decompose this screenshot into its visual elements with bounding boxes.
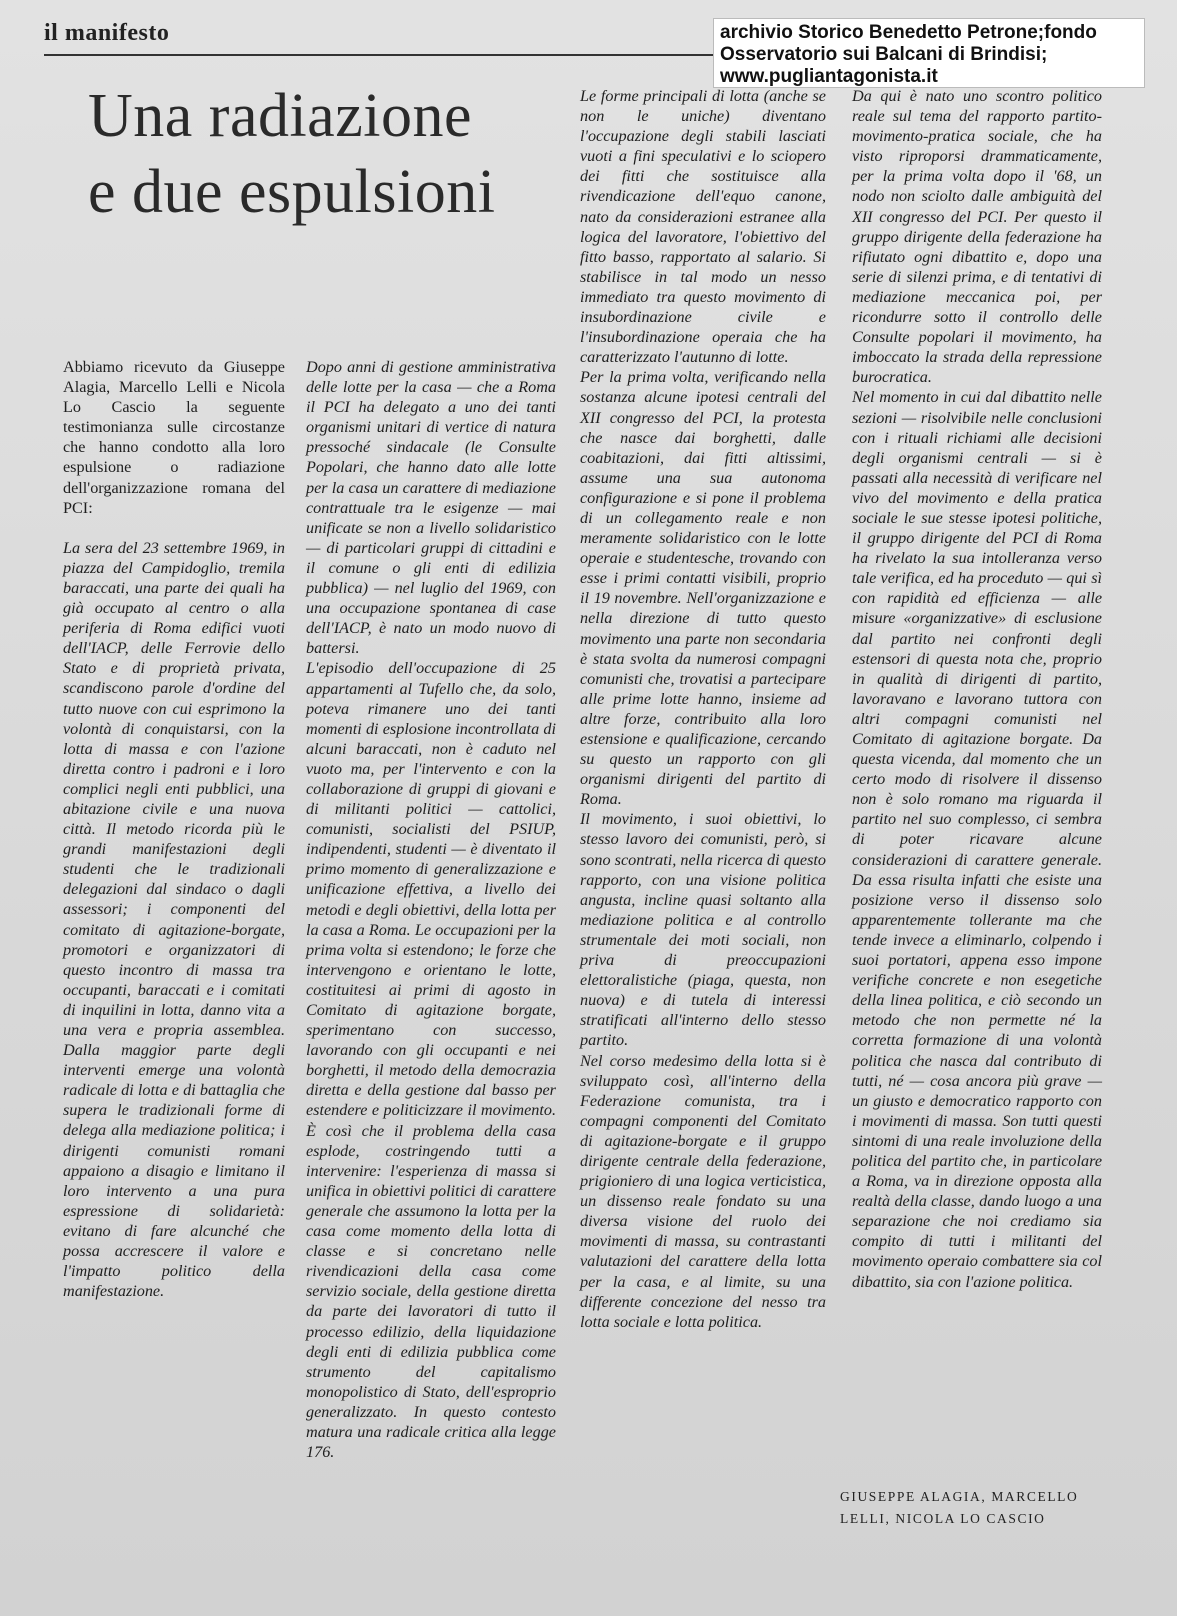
column-1: [63, 357, 285, 1301]
body-paragraph-6: Il movimento, i suoi obiettivi, lo stesso lavoro dei comunisti, però, si sono scontrati, nella ricerca di questo rapporto, con una visione politica angusta, incline quasi soltanto alla mediazione politica e al controllo strumentale dei moti sociali, non priva di preoccupazioni elettoralistiche (piaga, questa, non nuova) e di tutela di interessi stratificati all'interno dello stesso partito.: [580, 810, 826, 1050]
column-4: [852, 86, 1102, 1292]
signature: [840, 1486, 1090, 1530]
intro-paragraph: Abbiamo ricevuto da Giuseppe Alagia, Marcello Lelli e Nicola Lo Cascio la seguente testimonianza sulle circostanze che hanno condotto alla loro espulsione o radiazione dell'organizzazione romana del PCI:: [63, 358, 285, 517]
body-paragraph-5: Per la prima volta, verificando nella sostanza alcune ipotesi centrali del XII congresso del PCI, la protesta che nasce dai borghetti, dalle coabitazioni, dai fitti altissimi, assume una sua autonoma configurazione e si pone il problema di un collegamento reale e non meramente solidaristico con le lotte operaie e studentesche, trovando con esse i primi contatti visibili, proprio il 19 novembre. Nell'organizzazione e nella direzione di tutto questo movimento una parte non secondaria è stata svolta da numerosi compagni comunisti che, trovatisi a partecipare alle prime lotte hanno, insieme ad altre forze, contribuito alla loro estensione e qualificazione, cercando su questo un rapporto con gli organismi dirigenti del partito di Roma.: [580, 368, 826, 809]
signature-line-1: GIUSEPPE ALAGIA, MARCELLO: [840, 1489, 1079, 1504]
body-paragraph-1: La sera del 23 settembre 1969, in piazza del Campidoglio, tremila baraccati, una parte dei quali ha già occupato al centro o alla periferia di Roma edifici vuoti dell'IACP, delle Ferrovie dello Stato e di proprietà privata, scandiscono parole d'ordine del tutto nuove con cui esprimono la volontà di conquistarsi, con la lotta di massa e con l'azione diretta contro i padroni e i loro complici negli enti pubblici, una abitazione civile e una nuova città. Il metodo ricorda più le grandi manifestazioni degli studenti che le tradizionali delegazioni dal sindaco o dagli assessori; i componenti del comitato di agitazione-borgate, promotori e organizzatori di questo incontro di massa tra occupanti, baraccati e i comitati di inquilini in lotta, danno vita a una vera e propria assemblea. Dalla maggior parte degli interventi emerge una volontà radicale di lotta e di battaglia che supera le tradizionali forme di delega alla mediazione politica; i dirigenti comunisti romani appaiono a disagio e limitano il loro intervento a una pura espressione di solidarietà: evitano di fare alcunché che possa accrescere il valore e l'impatto politico della manifestazione.: [63, 538, 285, 1301]
masthead: il manifesto: [44, 20, 170, 46]
body-paragraph-7: Nel corso medesimo della lotta si è sviluppato così, all'interno della Federazione comunista, tra i compagni componenti del Comitato di agitazione-borgate e il gruppo dirigente centrale della federazione, prigioniero di una logica verticistica, un dissenso reale fondato su una diversa visione del ruolo dei movimenti di massa, su contrastanti valutazioni del carattere della lotta per la casa, e al limite, su una differente concezione del nesso tra lotta sociale e lotta politica.: [580, 1051, 826, 1331]
signature-line-2: LELLI, NICOLA LO CASCIO: [840, 1511, 1046, 1526]
body-paragraph-2: Dopo anni di gestione amministrativa delle lotte per la casa — che a Roma il PCI ha delegato a uno dei tanti organismi unitari di vertice di natura pressoché sindacale (le Consulte Popolari, che hanno dato alle lotte per la casa un carattere di mediazione contrattuale tra le esigenze — mai unificate se non a livello solidaristico — di particolari gruppi di cittadini e il comune o gli enti di edilizia pubblica) — nel luglio del 1969, con una occupazione spontanea di case dell'IACP, è nato un modo nuovo di battersi.: [306, 358, 556, 658]
body-paragraph-8: Da qui è nato uno scontro politico reale sul tema del rapporto partito-movimento-pratica sociale, che ha visto riproporsi drammaticamente, per la prima volta dopo il '68, un nodo non sciolto dalle ambiguità del XII congresso del PCI. Per questo il gruppo dirigente della federazione ha rifiutato ogni dibattito e, dopo una serie di silenzi prima, e di tentativi di mediazione meccanica poi, per ricondurre sotto il controllo delle Consulte popolari il movimento, ha imboccato la strada della repressione burocratica.: [852, 87, 1102, 387]
stamp-line-1: archivio Storico Benedetto Petrone;fondo: [720, 22, 1097, 43]
masthead-rule: [44, 54, 714, 56]
body-paragraph-4: Le forme principali di lotta (anche se non le uniche) diventano l'occupazione degli stabili lasciati vuoti a fini speculativi e lo sciopero dei fitti che sostituisce alla rivendicazione dell'equo canone, nato da considerazioni estranee alla logica del lavoratore, l'obiettivo del fitto basso, rapportato al salario. Si stabilisce in tal modo un nesso immediato tra questo movimento di insubordinazione civile e l'insubordinazione operaia che ha caratterizzato l'autunno di lotte.: [580, 87, 826, 367]
headline-line-2: e due espulsioni: [88, 158, 496, 226]
stamp-line-3: www.pugliantagonista.it: [720, 66, 938, 87]
body-paragraph-3: L'episodio dell'occupazione di 25 appartamenti al Tufello che, da solo, poteva rimanere uno dei tanti momenti di esplosione incontrollata di alcuni baraccati, non è caduto nel vuoto ma, per l'intervento e con la collaborazione di gruppi di giovani e di militanti politici — cattolici, comunisti, socialisti del PSIUP, indipendenti, studenti — è diventato il primo momento di generalizzazione e unificazione effettiva, a livello dei metodi e degli obiettivi, della lotta per la casa a Roma. Le occupazioni per la prima volta si estendono; le forze che intervengono e orientano le lotte, costituitesi ai primi di agosto in Comitato di agitazione borgate, sperimentano con successo, lavorando con gli occupanti e nei borghetti, il metodo della democrazia diretta e della gestione dal basso per estendere e politicizzare il movimento. È così che il problema della casa esplode, costringendo tutti a intervenire: l'esperienza di massa si unifica in obiettivi politici di carattere generale che assumono la lotta per la casa come momento della lotta di classe e si concretano nelle rivendicazioni della casa come servizio sociale, della gestione diretta da parte dei lavoratori di tutto il processo edilizio, della liquidazione degli enti di edilizia pubblica come strumento del capitalismo monopolistico di Stato, dell'esproprio generalizzato. In questo contesto matura una radicale critica alla legge 176.: [306, 659, 556, 1462]
headline: [88, 78, 608, 230]
archive-stamp: [713, 18, 1145, 88]
body-paragraph-9: Nel momento in cui dal dibattito nelle sezioni — risolvibile nelle conclusioni con i rituali richiami alle decisioni degli organismi centrali — si è passati alla necessità di verificare nel vivo del movimento e della pratica sociale le sue stesse ipotesi politiche, il gruppo dirigente del PCI di Roma ha rivelato la sua intolleranza verso tale verifica, ed ha proceduto — qui sì con rapidità ed efficienza — alle misure «organizzative» di esclusione dal partito nei confronti degli estensori di questa nota che, proprio in qualità di dirigenti di partito, lavoravano e lavorano tuttora con altri compagni comunisti nel Comitato di agitazione borgate. Da questa vicenda, dal momento che un certo modo di risolvere il dissenso non è solo romano ma riguarda il partito nel suo complesso, ci sembra di poter ricavare alcune considerazioni di carattere generale. Da essa risulta infatti che esiste una posizione verso il dissenso solo apparentemente tollerante ma che tende invece a eliminarlo, colpendo i suoi portatori, appena esso impone verifiche concrete e non esegetiche della linea politica, e ciò secondo un metodo che non permette né la corretta formazione di una volontà politica che nasca dal contributo di tutti, né — cosa ancora più grave — un giusto e democratico rapporto con i movimenti di massa. Son tutti questi sintomi di una reale involuzione della politica del partito che, in particolare a Roma, va in direzione opposta alla realtà della classe, dando luogo a una separazione che noi crediamo sia compito di tutti i militanti del movimento operaio combattere sia col dibattito, sia con l'azione politica.: [852, 388, 1102, 1291]
headline-line-1: Una radiazione: [88, 82, 472, 150]
column-3: [580, 86, 826, 1332]
column-2: [306, 357, 556, 1462]
stamp-line-2: Osservatorio sui Balcani di Brindisi;: [720, 44, 1048, 65]
